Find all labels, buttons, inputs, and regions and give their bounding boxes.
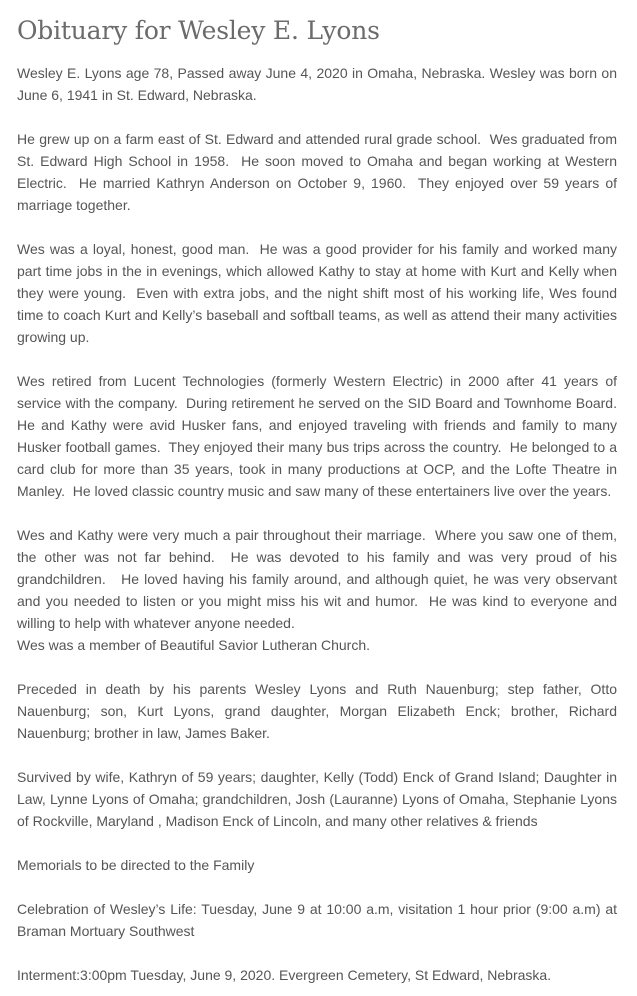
paragraph-spacer [17, 744, 617, 766]
paragraph-marriage: Wes and Kathy were very much a pair throughout their marriage. Where you saw one of them, the other was not far behind. He was devoted to his family and was very proud of his grandchildren. He loved having his family around, and although quiet, he was very observant and you needed to listen or you might miss his wit and humor. He was kind to everyone and willing to help with whatever anyone needed. [17, 527, 621, 631]
paragraph-spacer [17, 656, 617, 678]
page-title: Obituary for Wesley E. Lyons [17, 16, 380, 45]
paragraph-early-life: He grew up on a farm east of St. Edward and attended rural grade school. Wes graduated from St. Edward High School in 1958. He soon moved to Omaha and began working at Western Electric. He married Kathryn Anderson on October 9, 1960. They enjoyed over 59 years of marriage together. [17, 131, 621, 213]
paragraph-preceded-in-death: Preceded in death by his parents Wesley Lyons and Ruth Nauenburg; step father, Otto Nauenburg; son, Kurt Lyons, grand daughter, Morgan Elizabeth Enck; brother, Richard Nauenburg; brother in law, James Baker. [17, 681, 621, 741]
paragraph-spacer [17, 832, 617, 854]
paragraph-interment: Interment:3:00pm Tuesday, June 9, 2020. Evergreen Cemetery, St Edward, Nebraska. [17, 967, 552, 983]
paragraph-spacer [17, 876, 617, 898]
paragraph-spacer [17, 502, 617, 524]
paragraph-intro: Wesley E. Lyons age 78, Passed away June 4, 2020 in Omaha, Nebraska. Wesley was born on June 6, 1941 in St. Edward, Nebraska. [17, 65, 621, 103]
paragraph-memorials: Memorials to be directed to the Family [17, 857, 255, 873]
paragraph-celebration: Celebration of Wesley’s Life: Tuesday, June 9 at 10:00 a.m, visitation 1 hour prior (9:00 a.m) at Braman Mortuary Southwest [17, 901, 621, 939]
paragraph-spacer [17, 348, 617, 370]
paragraph-character: Wes was a loyal, honest, good man. He was a good provider for his family and worked many part time jobs in the in evenings, which allowed Kathy to stay at home with Kurt and Kelly when they were young. Even with extra jobs, and the night shift most of his working life, Wes found time to coach Kurt and Kelly’s baseball and softball teams, as well as attend their many activities growing up. [17, 241, 621, 345]
paragraph-survived-by: Survived by wife, Kathryn of 59 years; daughter, Kelly (Todd) Enck of Grand Island; Daughter in Law, Lynne Lyons of Omaha; grandchildren, Josh (Lauranne) Lyons of Omaha, Stephanie Lyons of Rockville, Maryland , Madison Enck of Lincoln, and many other relatives & friends [17, 769, 621, 829]
paragraph-spacer [17, 216, 617, 238]
paragraph-retirement: Wes retired from Lucent Technologies (formerly Western Electric) in 2000 after 41 years of service with the company. During retirement he served on the SID Board and Townhome Board. He and Kathy were avid Husker fans, and enjoyed traveling with friends and family to many Husker football games. They enjoyed their many bus trips across the country. He belonged to a card club for more than 35 years, took in many productions at OCP, and the Lofte Theatre in Manley. He loved classic country music and saw many of these entertainers live over the years. [17, 373, 625, 499]
obituary-article [17, 14, 625, 986]
paragraph-spacer [17, 942, 617, 964]
paragraph-church: Wes was a member of Beautiful Savior Lutheran Church. [17, 637, 371, 653]
paragraph-spacer [17, 106, 617, 128]
